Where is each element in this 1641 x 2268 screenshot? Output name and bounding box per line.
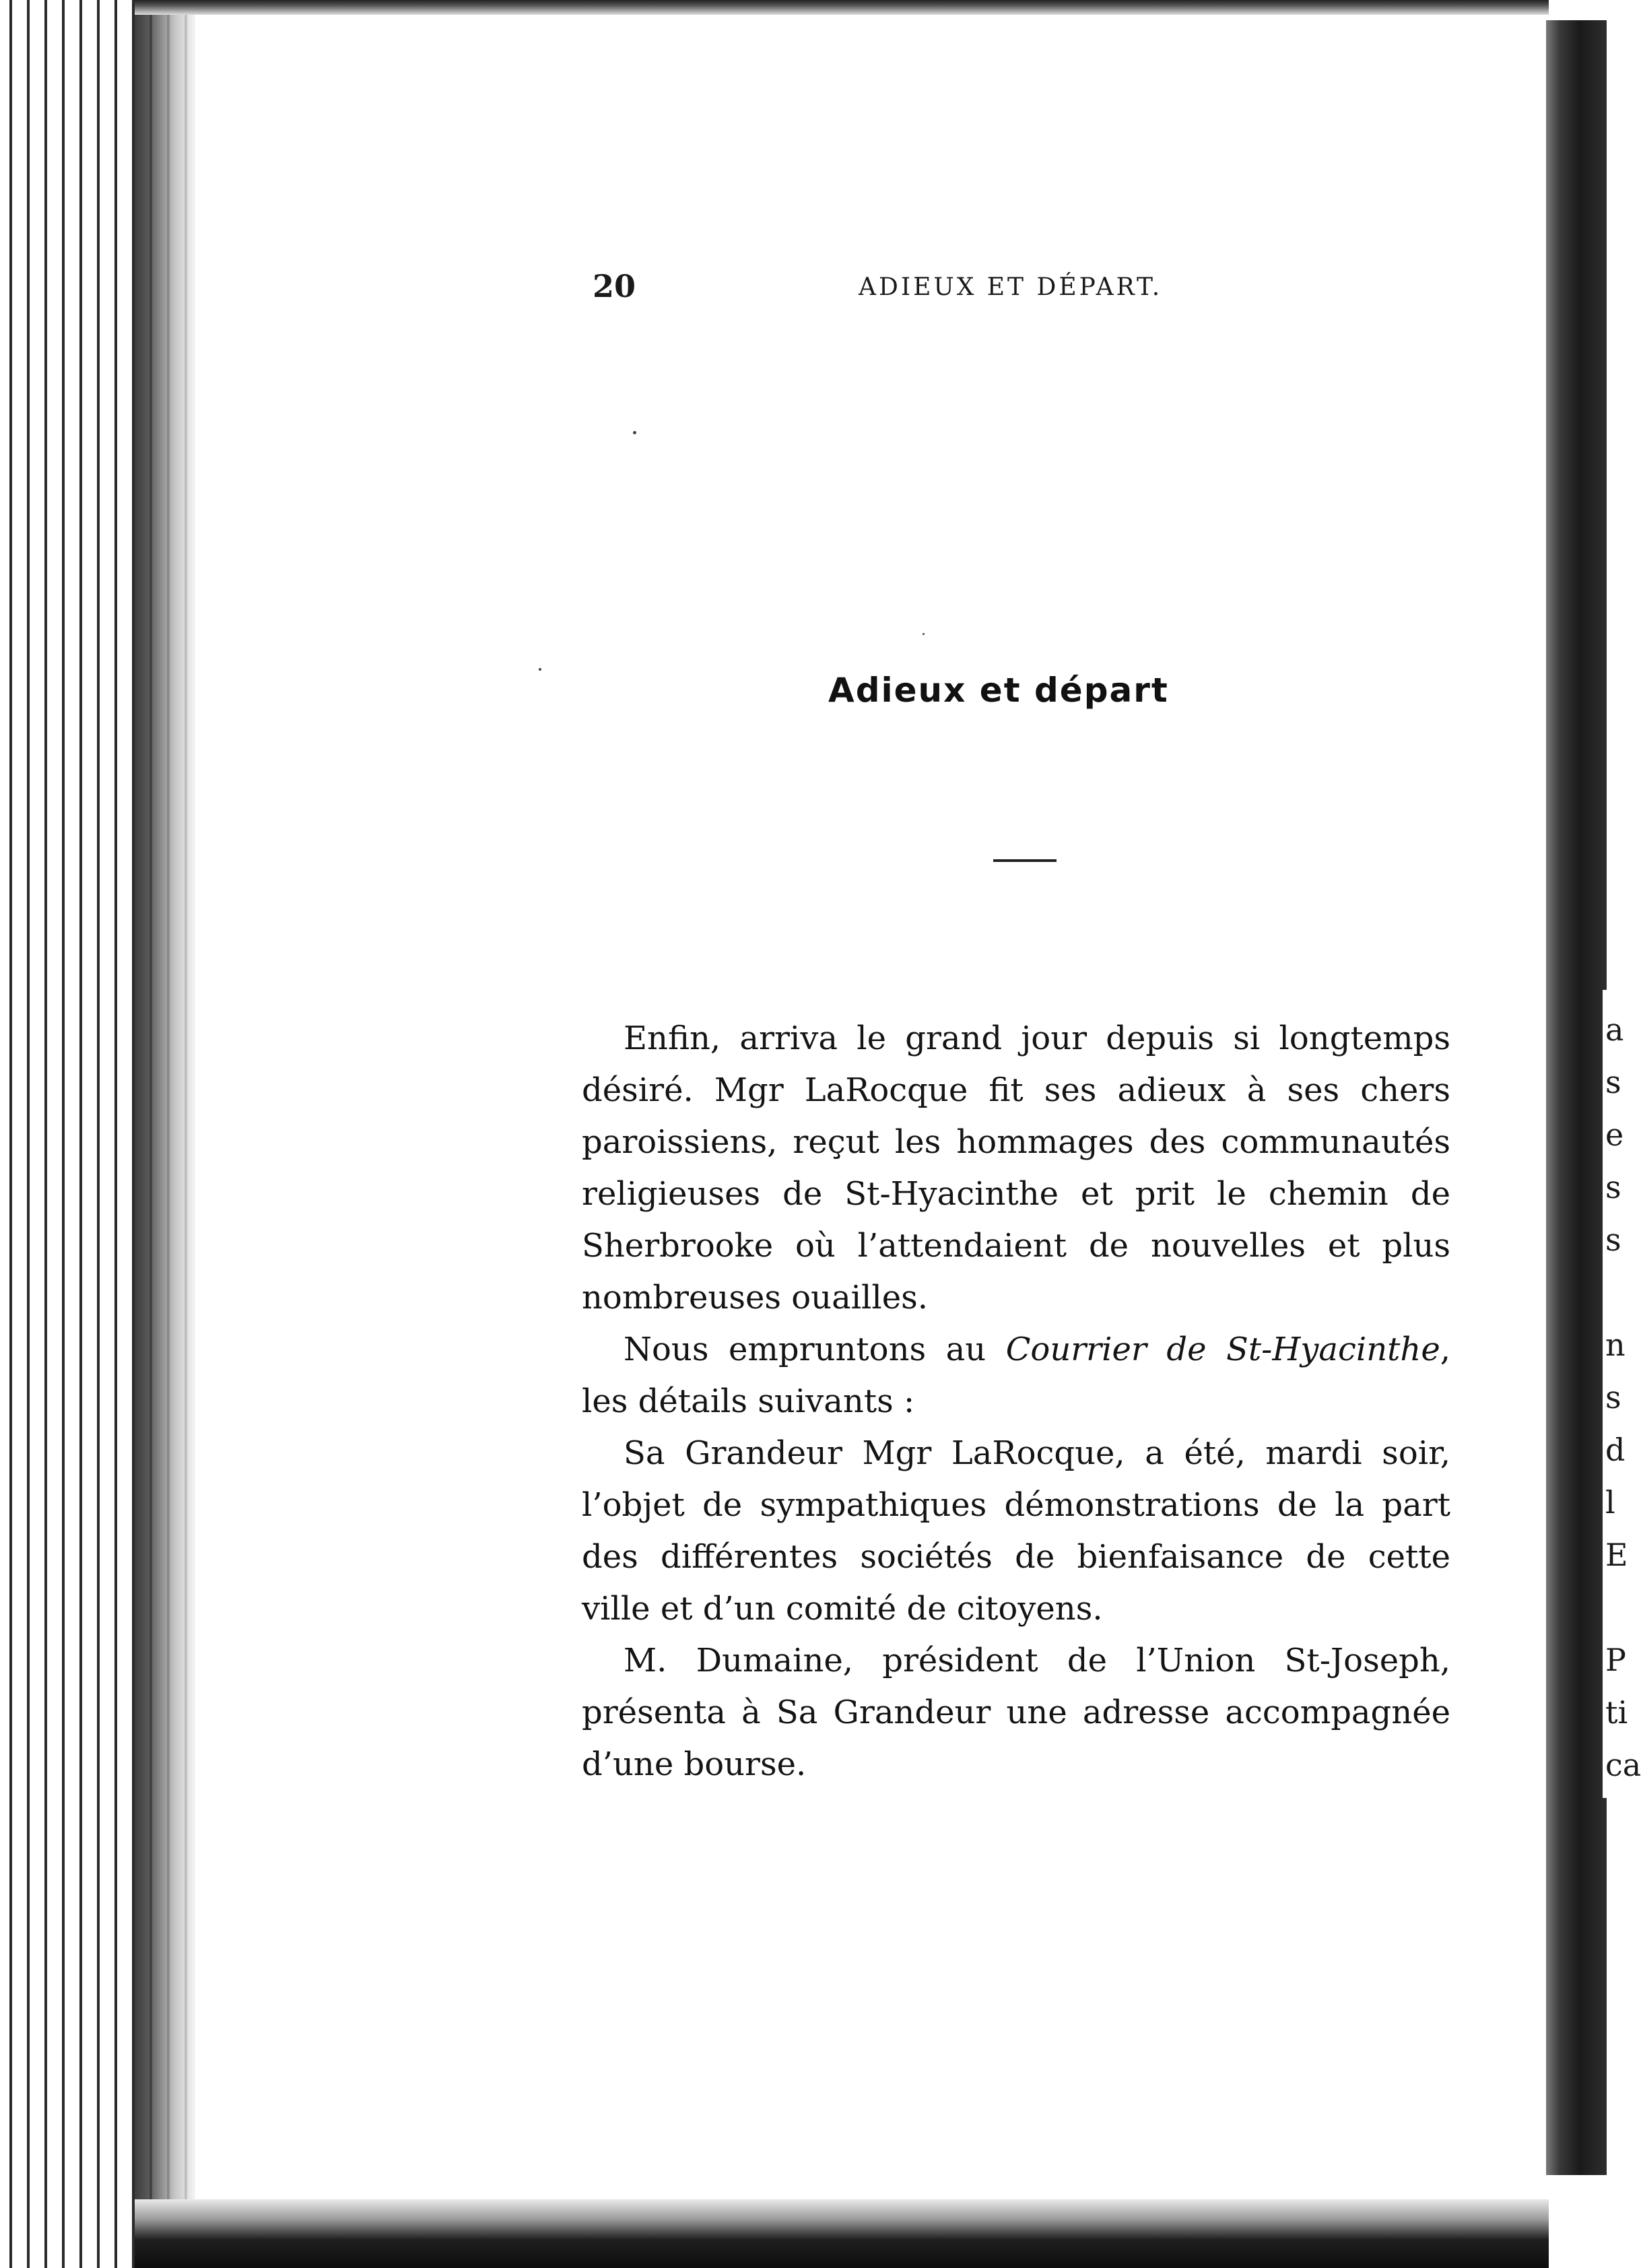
top-scan-edge [135,0,1549,15]
right-binding-edge [1546,20,1607,2175]
paragraph [582,1324,1450,1428]
running-head [593,268,1199,306]
body-text [582,1013,1450,1791]
paragraph: Enfin, arriva le grand jour depuis si longtemps désiré. Mgr LaRocque fit ses adieux à ses chers paroissiens, reçut les hommages des communautés religieuses de St-Hyacinthe et prit le chemin de Sherbrooke où l’attendaient de nouvelles et plus nombreuses ouailles. [582,1020,1450,1316]
paragraph: Sa Grandeur Mgr LaRocque, a été, mardi soir, l’objet de sympathiques démonstrations de la part des différentes sociétés de bienfaisance de cette ville et d’un comité de citoyens. [582,1434,1450,1628]
title-rule [993,859,1057,862]
dust-speck [539,668,541,671]
paragraph: M. Dumaine, président de l’Union St-Joseph, présenta à Sa Grandeur une adresse accompagnée d’une bourse. [582,1642,1450,1783]
bottom-scan-edge [135,2199,1549,2268]
dust-speck [923,633,925,635]
paragraph-text: Nous empruntons au [624,1331,1006,1368]
next-page-fragment: a s e s s n s d l E P ti ca [1605,1011,1641,1783]
page-number: 20 [593,268,636,304]
dust-speck [633,431,636,434]
running-head-title: ADIEUX ET DÉPART. [859,273,1163,301]
paragraph-text: , les détails suivants : [582,1331,1450,1420]
chapter-title: Adieux et départ [828,671,1169,710]
newspaper-title: Courrier de St-Hyacinthe [1005,1331,1440,1368]
gutter-shadow [135,0,195,2268]
